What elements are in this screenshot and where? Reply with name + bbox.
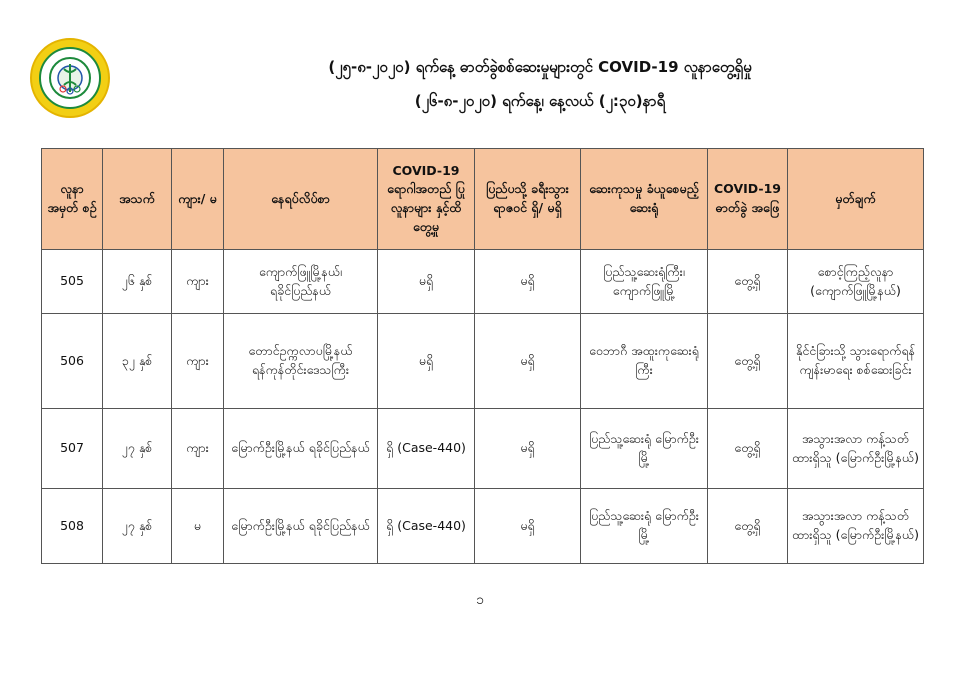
page-number: ၁ [476,592,484,608]
cell-travel: မရှိ [475,489,581,564]
table-row [42,250,924,314]
cell-contact: ရှိ (Case-440) [378,489,475,564]
cell-hospital: ပြည်သူ့ဆေးရုံကြီး၊ ကျောက်ဖြူမြို့ [581,250,708,314]
cell-hospital: ပြည်သူ့ဆေးရုံ မြောက်ဦးမြို့ [581,409,708,489]
cell-remark: အသွားအလာ ကန့်သတ်ထားရှိသူ (မြောက်ဦးမြို့နယ်) [788,489,924,564]
cell-remark: အသွားအလာ ကန့်သတ်ထားရှိသူ (မြောက်ဦးမြို့နယ်) [788,409,924,489]
cell-age: ၂၆ နှစ် [103,250,172,314]
cell-remark: စောင့်ကြည့်လူနာ (ကျောက်ဖြူမြို့နယ်) [788,250,924,314]
cell-no: 505 [42,250,103,314]
col-header-hospital: ဆေးကုသမှု ခံယူစေမည့် ဆေးရုံ [581,149,708,250]
cell-result: တွေ့ရှိ [708,409,788,489]
cell-travel: မရှိ [475,314,581,409]
col-header-contact: COVID-19 ရောဂါအတည် ပြု လူနာများ နှင့်ထိတွေ့မှု [378,149,475,250]
col-header-age: အသက် [103,149,172,250]
cell-hospital: ဝေဘာဂီ အထူးကုဆေးရုံကြီး [581,314,708,409]
table-row [42,489,924,564]
cell-sex: ကျား [172,314,224,409]
col-header-no: လူနာ အမှတ် စဉ် [42,149,103,250]
table-row [42,314,924,409]
table-header-row [42,149,924,250]
cell-sex: ကျား [172,250,224,314]
cell-no: 508 [42,489,103,564]
table-row [42,409,924,489]
cell-no: 507 [42,409,103,489]
col-header-sex: ကျား/ မ [172,149,224,250]
ministry-logo [30,38,110,118]
cell-no: 506 [42,314,103,409]
cell-result: တွေ့ရှိ [708,314,788,409]
cell-contact: ရှိ (Case-440) [378,409,475,489]
col-header-address: နေရပ်လိပ်စာ [224,149,378,250]
cell-address: မြောက်ဦးမြို့နယ် ရခိုင်ပြည်နယ် [224,409,378,489]
cell-sex: မ [172,489,224,564]
cell-travel: မရှိ [475,409,581,489]
cell-remark: နိုင်ငံခြားသို့ သွားရောက်ရန် ကျန်းမာရေး စစ်ဆေးခြင်း [788,314,924,409]
cell-address: တောင်ဥက္ကလာပမြို့နယ် ရန်ကုန်တိုင်းဒေသကြီး [224,314,378,409]
col-header-remark: မှတ်ချက် [788,149,924,250]
logo-emblem [39,47,101,109]
cell-contact: မရှိ [378,314,475,409]
cell-age: ၂၇ နှစ် [103,489,172,564]
emblem-icon [47,55,93,101]
cell-age: ၃၂ နှစ် [103,314,172,409]
cell-age: ၂၇ နှစ် [103,409,172,489]
document-subtitle: (၂၆-၈-၂၀၂၀) ရက်နေ့၊ နေ့လယ် (၂:၃၀)နာရီ [414,92,666,110]
covid-cases-table [41,148,924,564]
cell-address: မြောက်ဦးမြို့နယ် ရခိုင်ပြည်နယ် [224,489,378,564]
cell-hospital: ပြည်သူ့ဆေးရုံ မြောက်ဦးမြို့ [581,489,708,564]
cell-result: တွေ့ရှိ [708,250,788,314]
col-header-travel: ပြည်ပသို့ ခရီးသွား ရာဇဝင် ရှိ/ မရှိ [475,149,581,250]
document-title: (၂၅-၈-၂၀၂၀) ရက်နေ့ ဓာတ်ခွဲစစ်ဆေးမှုများတွင် COVID-19 လူနာတွေ့ရှိမှု [328,58,752,76]
cell-result: တွေ့ရှိ [708,489,788,564]
cell-address: ကျောက်ဖြူမြို့နယ်၊ ရခိုင်ပြည်နယ် [224,250,378,314]
cell-travel: မရှိ [475,250,581,314]
cell-contact: မရှိ [378,250,475,314]
cell-sex: ကျား [172,409,224,489]
col-header-result: COVID-19 ဓာတ်ခွဲ အဖြေ [708,149,788,250]
